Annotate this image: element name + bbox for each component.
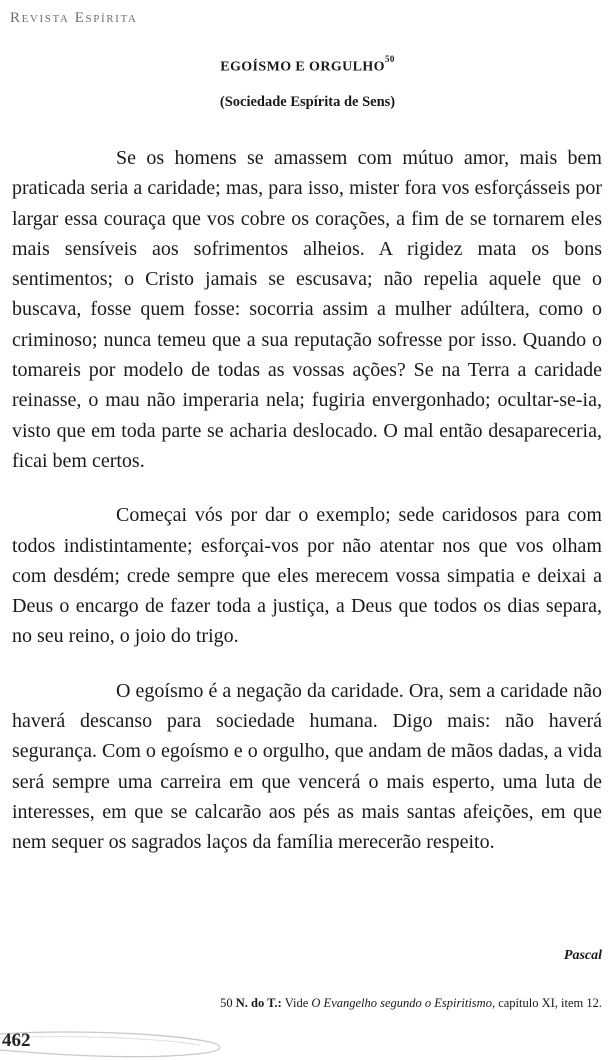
footnote-prefix: Vide [281, 996, 312, 1010]
paragraph-3: O egoísmo é a negação da caridade. Ora, sem a caridade não haverá descanso para sociedade humana. Digo mais: não haverá segurança. Com o egoísmo e o orgulho, que andam de mãos dadas, a vida será sempre uma carreira em que vencerá o mais esperto, uma luta de interesses, em que se calcarão aos pés as mais santas afeições, em que nem sequer os sagrados laços da família merecerão respeito. [12, 679, 602, 854]
signature: Pascal [563, 948, 602, 963]
footnote-reference[interactable]: 50 [384, 54, 395, 64]
footnote-label: N. do T.: [235, 996, 282, 1010]
article-title-text: EGOÍSMO E ORGULHO [220, 59, 385, 75]
article-body [12, 143, 602, 882]
footnote-work-title: O Evangelho segundo o Espiritismo [311, 996, 492, 1010]
running-header: Revista Espírita [10, 10, 138, 26]
article-title [0, 54, 615, 76]
article-subtitle: (Sociedade Espírita de Sens) [219, 94, 396, 110]
footnote-suffix: , capítulo XI, item 12. [491, 996, 602, 1010]
footnote [220, 996, 602, 1011]
page-corner-swoosh-icon [0, 1020, 240, 1060]
page-number: 462 [2, 1030, 31, 1051]
paragraph-2: Começai vós por dar o exemplo; sede caridosos para com todos indistintamente; esforçai-vos por não atentar nos que vos olham com desdém; crede sempre que eles merecem vossa simpatia e deixai a Deus o encargo de fazer toda a justiça, a Deus que todos os dias separa, no seu reino, o joio do trigo. [12, 504, 602, 648]
paragraph-1: Se os homens se amassem com mútuo amor, mais bem praticada seria a caridade; mas, para isso, mister fora vos esforçásseis por largar essa couraça que vos cobre os corações, a fim de se tornarem eles mais sensíveis aos sofrimentos alheios. A rigidez mata os bons sentimentos; o Cristo jamais se escusava; não repelia aquele que o buscava, fosse quem fosse: socorria assim a mulher adúltera, como o criminoso; nunca temeu que a sua reputação sofresse por isso. Quando o tomareis por modelo de todas as vossas ações? Se na Terra a caridade reinasse, o mau não imperaria nela; fugiria envergonhado; ocultar-se-ia, visto que em toda parte se acharia deslocado. O mal então desapareceria, ficai bem certos. [12, 147, 602, 472]
footnote-number: 50 [220, 996, 233, 1010]
